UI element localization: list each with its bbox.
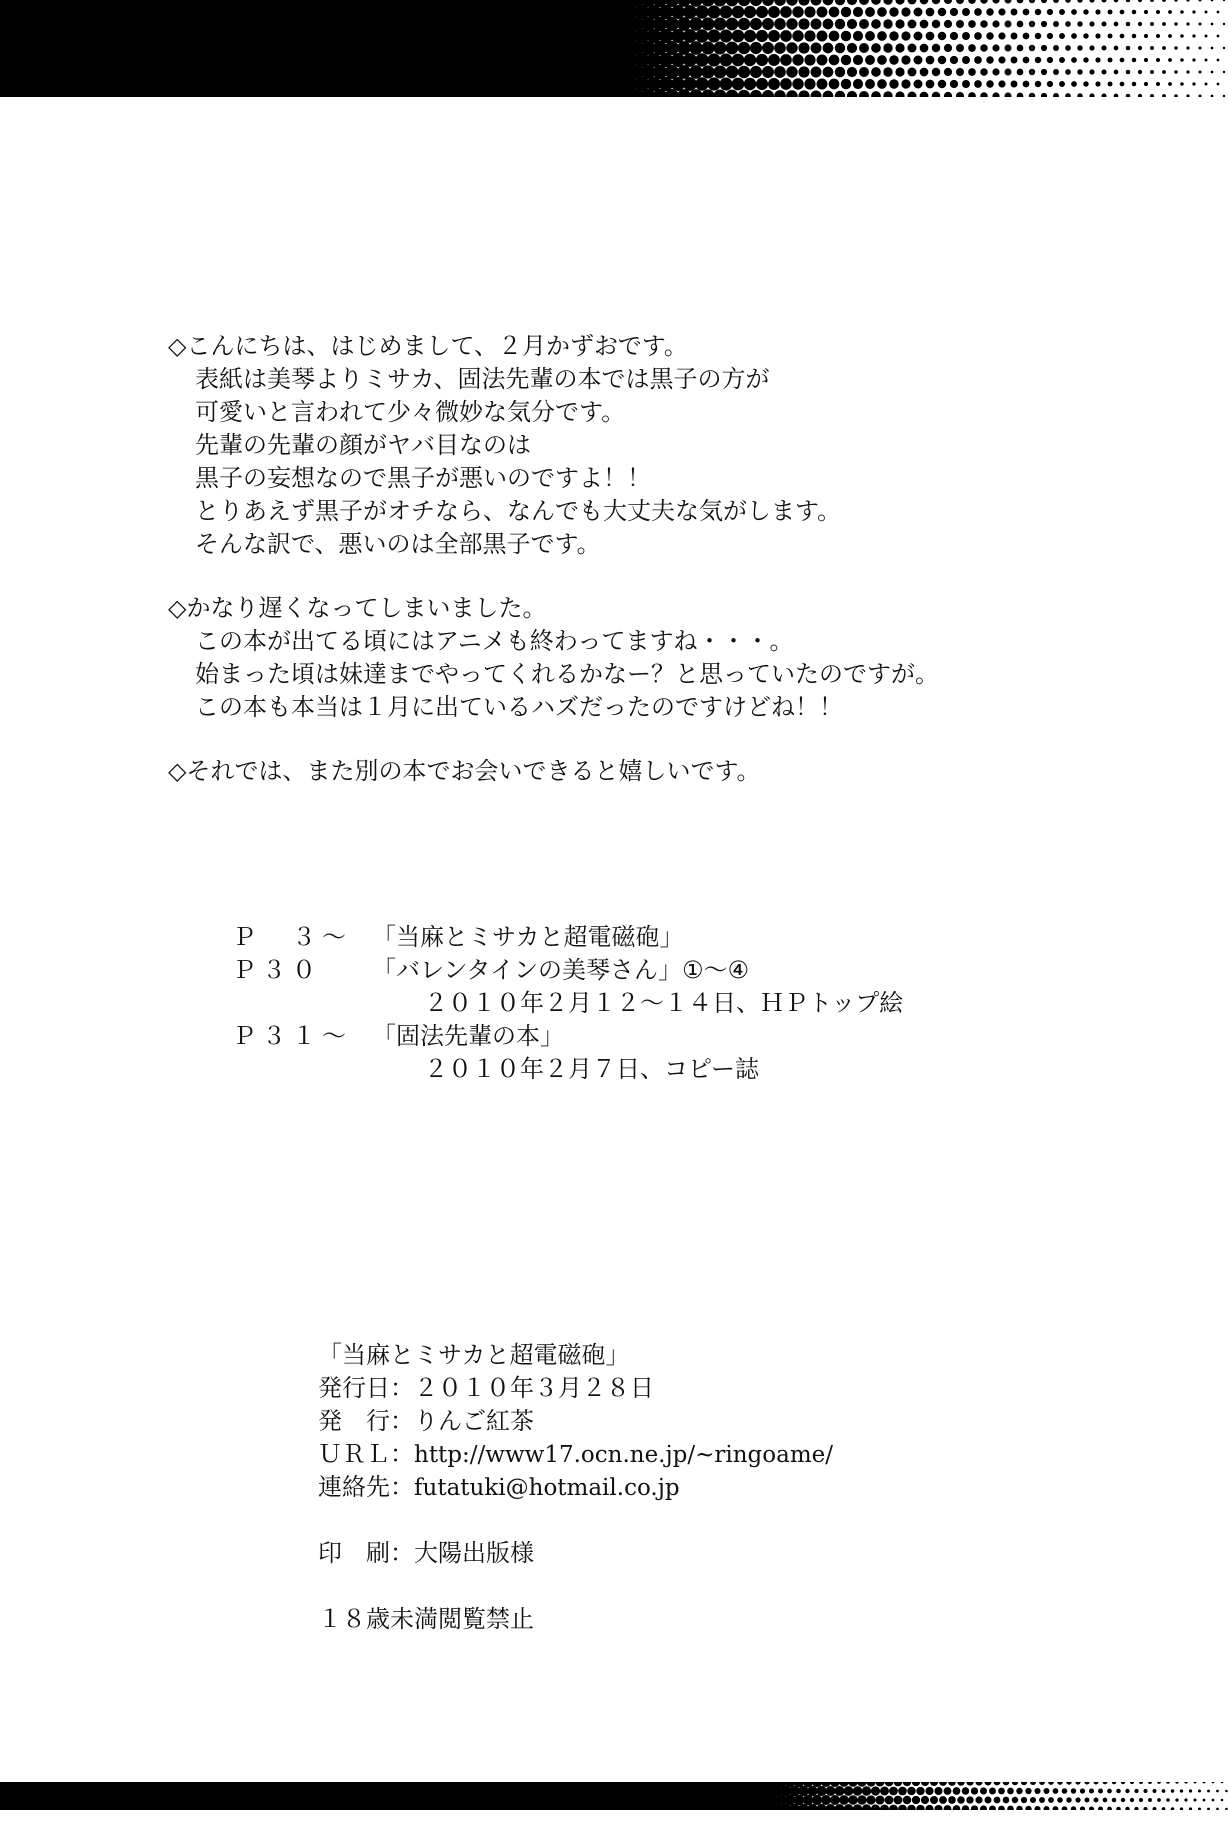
contents-title: 「固法先輩の本」 xyxy=(372,1022,564,1050)
afterword-line: ◇それでは、また別の本でお会いできると嬉しいです。 xyxy=(168,757,761,785)
afterword-line: ◇こんにちは、はじめまして、２月かずおです。 xyxy=(168,332,688,360)
afterword-line: この本が出てる頃にはアニメも終わってますね・・・。 xyxy=(195,627,794,655)
colophon-contact-row xyxy=(318,1471,833,1504)
colophon-printer: 印 刷：大陽出版様 xyxy=(318,1539,534,1567)
url-label: ＵＲＬ： xyxy=(318,1440,414,1468)
contents-note: ２０１０年２月１２～１４日、ＨＰトップ絵 xyxy=(424,989,904,1017)
contents-page-number: Ｐ ３～ xyxy=(232,923,352,951)
colophon-date: 発行日：２０１０年３月２８日 xyxy=(318,1374,654,1402)
halftone-footer-bar xyxy=(0,1782,1228,1810)
afterword-line: ◇かなり遅くなってしまいました。 xyxy=(168,594,547,622)
afterword-line: 表紙は美琴よりミサカ、固法先輩の本では黒子の方が xyxy=(195,365,770,393)
afterword-line: 黒子の妄想なので黒子が悪いのですよ！！ xyxy=(195,464,651,492)
colophon-url-row xyxy=(318,1438,833,1471)
contents-title: 「当麻とミサカと超電磁砲」 xyxy=(372,923,684,951)
contact-label: 連絡先： xyxy=(318,1473,414,1501)
spacer xyxy=(318,1570,833,1603)
afterword-line: そんな訳で、悪いのは全部黒子です。 xyxy=(195,530,601,558)
spacer xyxy=(318,1504,833,1537)
afterword-line: 可愛いと言われて少々微妙な気分です。 xyxy=(195,398,626,426)
afterword-line: 始まった頃は妹達までやってくれるかなー？と思っていたのですが。 xyxy=(195,660,939,688)
afterword-line: この本も本当は１月に出ているハズだったのですけどね！！ xyxy=(195,693,843,721)
colophon-title: 「当麻とミサカと超電磁砲」 xyxy=(318,1341,630,1369)
afterword-line: とりあえず黒子がオチなら、なんでも大丈夫な気がします。 xyxy=(195,497,842,525)
contents-page-number: Ｐ３０ xyxy=(232,956,322,984)
colophon xyxy=(318,1339,833,1636)
age-restriction: １８歳未満閲覧禁止 xyxy=(318,1605,534,1633)
contact-email[interactable]: futatuki@hotmail.co.jp xyxy=(414,1475,680,1501)
contents-title: 「バレンタインの美琴さん」①～④ xyxy=(372,956,749,984)
afterword-line: 先輩の先輩の顔がヤバ目なのは xyxy=(195,431,531,459)
afterword-paragraph-2 xyxy=(168,592,1068,724)
afterword-paragraph-1 xyxy=(168,330,1068,561)
contents-note: ２０１０年２月７日、コピー誌 xyxy=(424,1055,760,1083)
url-link[interactable]: http://www17.ocn.ne.jp/~ringoame/ xyxy=(414,1442,833,1468)
halftone-header-bar xyxy=(0,0,1228,97)
afterword xyxy=(168,330,1068,819)
colophon-publisher: 発 行：りんご紅茶 xyxy=(318,1407,534,1435)
afterword-paragraph-3 xyxy=(168,755,1068,788)
contents-page-number: Ｐ３１～ xyxy=(232,1022,352,1050)
